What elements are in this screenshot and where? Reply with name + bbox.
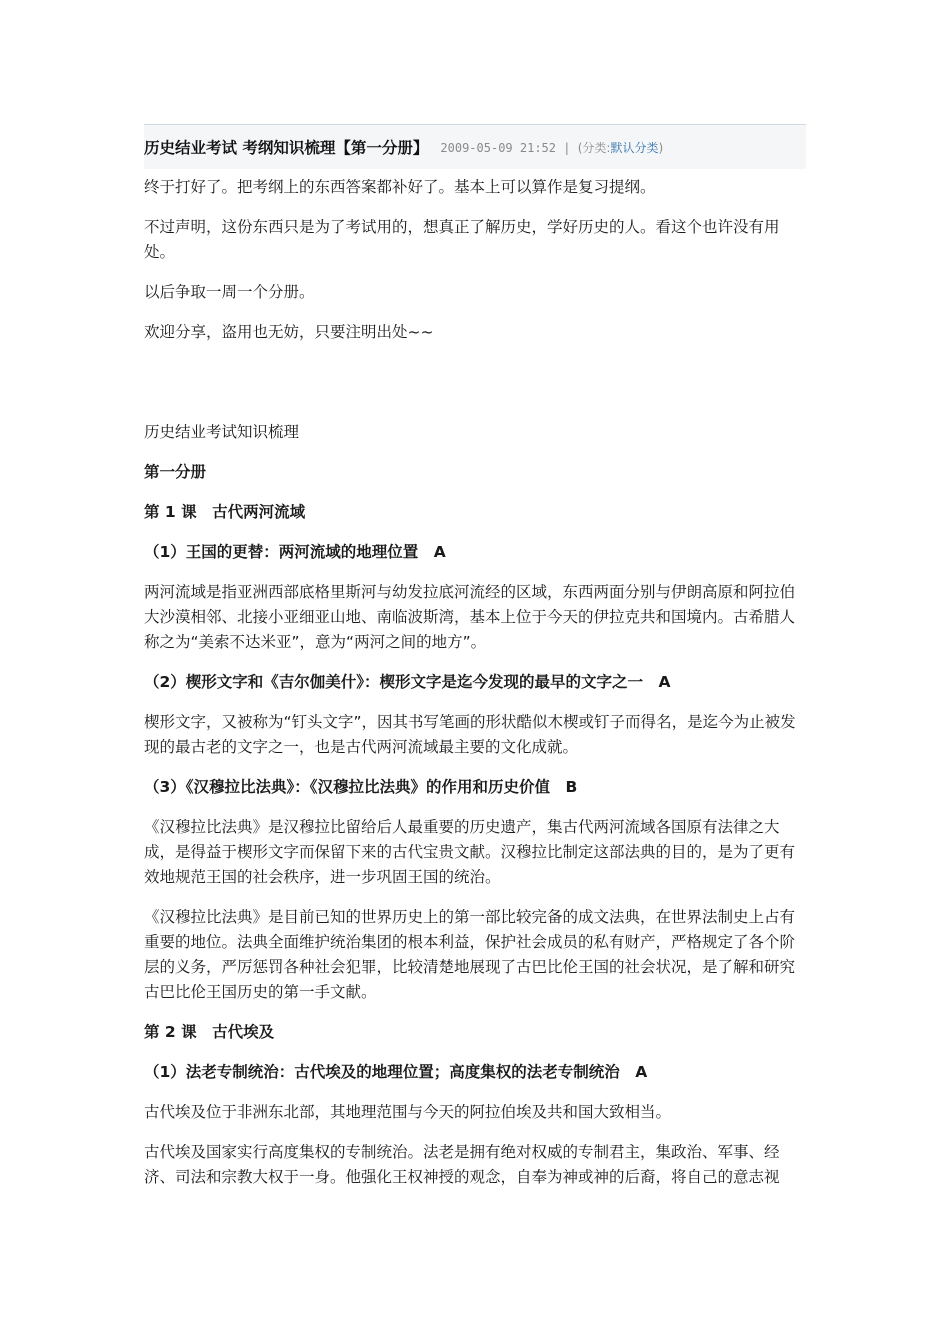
section-paragraph: 《汉穆拉比法典》是汉穆拉比留给后人最重要的历史遗产，集古代两河流域各国原有法律之大成，是得益于楔形文字而保留下来的古代宝贵文献。汉穆拉比制定这部法典的目的，是为了更有效地规范王国的社会秩序，进一步巩固王国的统治。 <box>144 818 796 886</box>
post-header <box>144 124 806 169</box>
section-heading: （3）《汉穆拉比法典》：《汉穆拉比法典》的作用和历史价值 B <box>144 778 578 796</box>
section-heading: （1）法老专制统治：古代埃及的地理位置；高度集权的法老专制统治 A <box>144 1063 648 1081</box>
section-heading: （1）王国的更替：两河流域的地理位置 A <box>144 543 446 561</box>
section-paragraph: 楔形文字，又被称为“钉头文字”，因其书写笔画的形状酷似木楔或钉子而得名，是迄今为止被发现的最古老的文字之一，也是古代两河流域最主要的文化成就。 <box>144 713 796 756</box>
lesson-heading: 第 2 课 古代埃及 <box>144 1023 275 1041</box>
intro-paragraph: 不过声明，这份东西只是为了考试用的，想真正了解历史，学好历史的人。看这个也许没有用处。 <box>144 218 780 261</box>
document-title: 历史结业考试知识梳理 <box>144 423 300 441</box>
section-heading: （2）楔形文字和《吉尔伽美什》：楔形文字是迄今发现的最早的文字之一 A <box>144 673 671 691</box>
post-meta <box>440 139 663 156</box>
intro-paragraph: 以后争取一周一个分册。 <box>144 283 315 301</box>
post-title[interactable]: 历史结业考试 考纲知识梳理【第一分册】 <box>144 139 429 157</box>
intro-paragraph: 欢迎分享，盗用也无妨，只要注明出处~~ <box>144 323 434 341</box>
category-prefix: (分类: <box>577 140 611 155</box>
post-body <box>144 175 806 1190</box>
lesson-heading: 第 1 课 古代两河流域 <box>144 503 306 521</box>
intro-paragraph: 终于打好了。把考纲上的东西答案都补好了。基本上可以算作是复习提纲。 <box>144 178 656 196</box>
category-suffix: ) <box>658 140 664 155</box>
section-paragraph: 古代埃及国家实行高度集权的专制统治。法老是拥有绝对权威的专制君主，集政治、军事、经济、司法和宗教大权于一身。他强化王权神授的观念，自奉为神或神的后裔，将自己的意志视 <box>144 1143 780 1186</box>
section-paragraph: 《汉穆拉比法典》是目前已知的世界历史上的第一部比较完备的成文法典，在世界法制史上占有重要的地位。法典全面维护统治集团的根本利益，保护社会成员的私有财产，严格规定了各个阶层的义务，严厉惩罚各种社会犯罪，比较清楚地展现了古巴比伦王国的社会状况，是了解和研究古巴比伦王国历史的第一手文献。 <box>144 908 796 1001</box>
spacer <box>144 345 806 420</box>
section-paragraph: 两河流域是指亚洲西部底格里斯河与幼发拉底河流经的区域，东西两面分别与伊朗高原和阿拉伯大沙漠相邻、北接小亚细亚山地、南临波斯湾，基本上位于今天的伊拉克共和国境内。古希腊人称之为“美索不达米亚”，意为“两河之间的地方”。 <box>144 583 796 651</box>
category-link[interactable]: 默认分类 <box>610 140 659 155</box>
blog-post <box>144 124 806 1190</box>
post-date: 2009-05-09 21:52 <box>440 140 556 155</box>
volume-heading: 第一分册 <box>144 463 207 481</box>
section-paragraph: 古代埃及位于非洲东北部，其地理范围与今天的阿拉伯埃及共和国大致相当。 <box>144 1103 672 1121</box>
meta-separator: | <box>563 140 571 155</box>
